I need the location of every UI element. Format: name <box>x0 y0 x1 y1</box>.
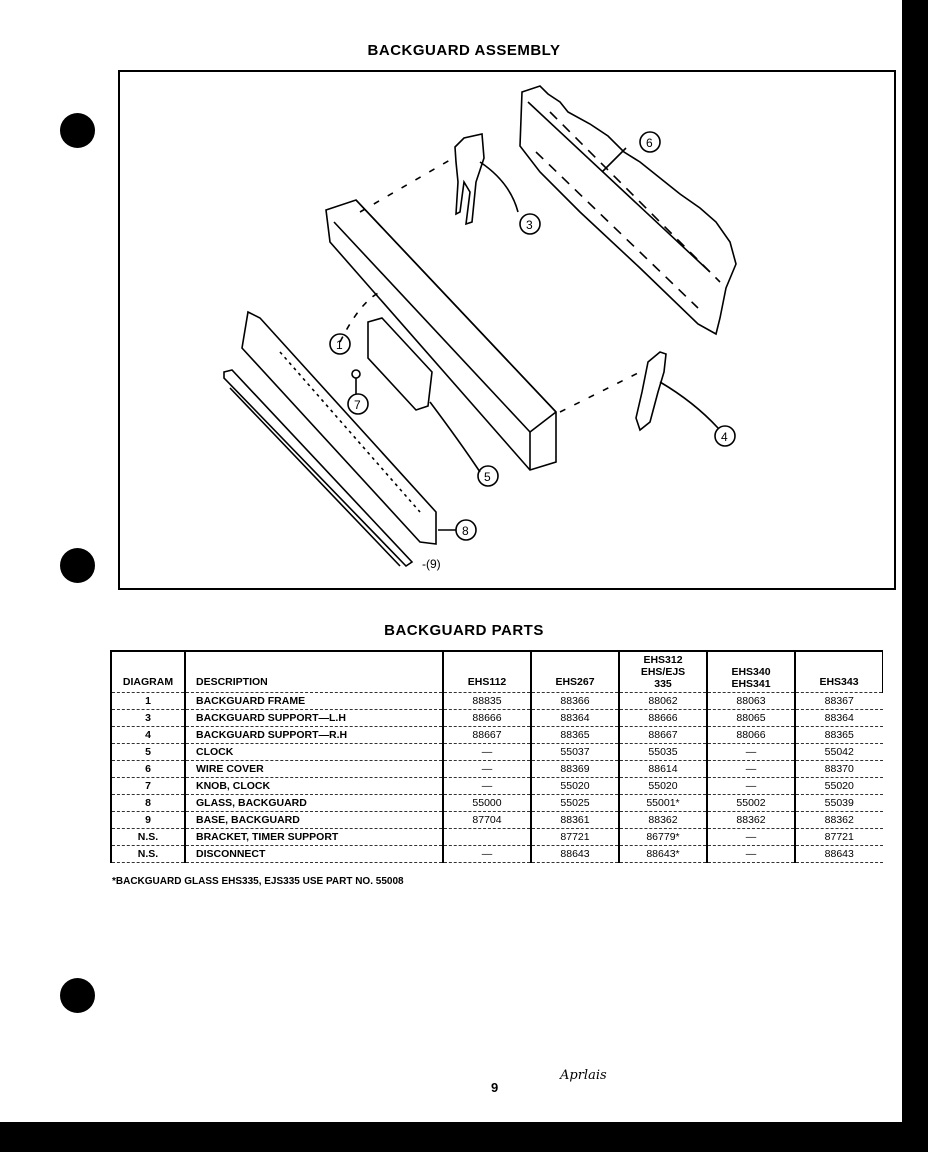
support-right-part <box>636 352 666 430</box>
svg-text:5: 5 <box>484 470 491 484</box>
scan-border-bottom <box>0 1122 928 1152</box>
table-row: 9 BASE, BACKGUARD 87704 88361 88362 88362 88362 <box>111 812 883 829</box>
svg-text:1: 1 <box>336 338 343 352</box>
signature-mark: Aprlais <box>560 1068 607 1083</box>
svg-text:4: 4 <box>721 430 728 444</box>
binder-hole-top <box>60 113 95 148</box>
scan-border-right <box>902 0 928 1152</box>
header-model-5: EHS343 <box>795 651 883 693</box>
header-description: DESCRIPTION <box>185 651 443 693</box>
svg-text:6: 6 <box>646 136 653 150</box>
backguard-exploded-drawing <box>120 72 898 592</box>
table-row: 3 BACKGUARD SUPPORT—L.H 88666 88364 88666 88065 88364 <box>111 710 883 727</box>
table-row: N.S. BRACKET, TIMER SUPPORT 87721 86779* — 87721 <box>111 829 883 846</box>
knob-part <box>352 370 360 378</box>
parts-title: BACKGUARD PARTS <box>384 622 544 639</box>
assembly-title: BACKGUARD ASSEMBLY <box>367 42 561 59</box>
leader-5 <box>430 402 480 472</box>
leader-3 <box>480 162 518 212</box>
support-left-part <box>455 134 484 224</box>
svg-text:-(9): -(9) <box>422 557 441 571</box>
leader-4 <box>660 382 718 428</box>
footnote: *BACKGUARD GLASS EHS335, EJS335 USE PART NO. 55008 <box>112 876 404 887</box>
clock-part <box>368 318 432 410</box>
header-model-3: EHS312 EHS/EJS 335 <box>619 651 707 693</box>
table-row: 4 BACKGUARD SUPPORT—R.H 88667 88365 88667 88066 88365 <box>111 727 883 744</box>
leader-6 <box>602 148 626 172</box>
table-row: 8 GLASS, BACKGUARD 55000 55025 55001* 55002 55039 <box>111 795 883 812</box>
table-row: 1 BACKGUARD FRAME 88835 88366 88062 88063 88367 <box>111 693 883 710</box>
wire-cover-part <box>520 86 736 334</box>
page-number: 9 <box>491 1080 499 1095</box>
header-diagram: DIAGRAM <box>111 651 185 693</box>
svg-text:3: 3 <box>526 218 533 232</box>
parts-table <box>110 650 883 863</box>
binder-hole-middle <box>60 548 95 583</box>
table-header-row <box>111 651 883 693</box>
header-model-2: EHS267 <box>531 651 619 693</box>
backguard-base-part <box>224 370 412 566</box>
table-row: 7 KNOB, CLOCK — 55020 55020 — 55020 <box>111 778 883 795</box>
binder-hole-bottom <box>60 978 95 1013</box>
table-row: 5 CLOCK — 55037 55035 — 55042 <box>111 744 883 761</box>
header-model-4: EHS340 EHS341 <box>707 651 795 693</box>
table-row: N.S. DISCONNECT — 88643 88643* — 88643 <box>111 846 883 863</box>
svg-text:7: 7 <box>354 398 361 412</box>
table-row: 6 WIRE COVER — 88369 88614 — 88370 <box>111 761 883 778</box>
header-model-1: EHS112 <box>443 651 531 693</box>
exploded-diagram <box>118 70 896 590</box>
svg-text:8: 8 <box>462 524 469 538</box>
